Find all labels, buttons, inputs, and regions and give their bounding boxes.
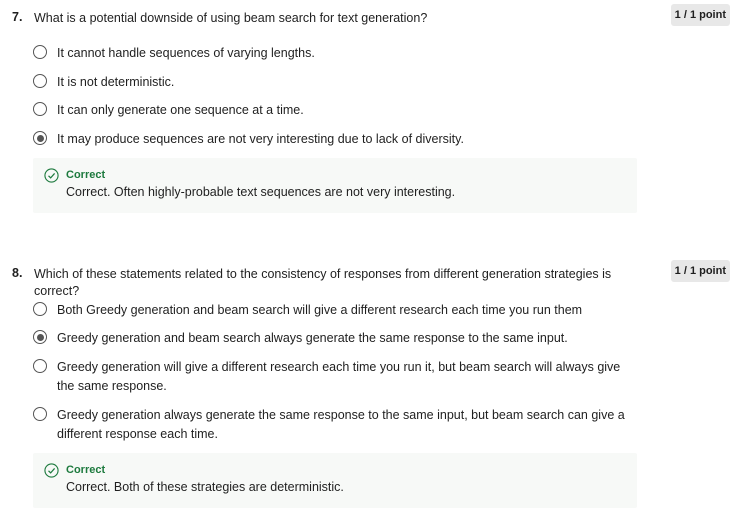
- option-label: Greedy generation will give a different research each time you run it, but beam search will always give the same response.: [57, 360, 621, 393]
- option-label: Greedy generation and beam search always generate the same response to the same input.: [57, 331, 568, 345]
- check-circle-icon: [44, 463, 59, 478]
- feedback-box: [33, 158, 637, 213]
- question-text: Which of these statements related to the consistency of responses from different generation strategies is correct?: [34, 267, 612, 298]
- radio-button[interactable]: [33, 407, 47, 421]
- option-label: It is not deterministic.: [57, 75, 175, 89]
- feedback-text: Correct. Both of these strategies are deterministic.: [66, 480, 344, 494]
- radio-button-selected[interactable]: [33, 330, 47, 344]
- radio-button[interactable]: [33, 74, 47, 88]
- option-label: Greedy generation always generate the same response to the same input, but beam search can give a different response each time.: [57, 408, 625, 441]
- radio-button[interactable]: [33, 45, 47, 59]
- question-number: 7.: [12, 10, 23, 24]
- question-text: What is a potential downside of using beam search for text generation?: [34, 11, 428, 25]
- score-badge: 1 / 1 point: [671, 260, 730, 282]
- feedback-text: Correct. Often highly-probable text sequences are not very interesting.: [66, 185, 456, 199]
- option-label: It cannot handle sequences of varying lengths.: [57, 46, 315, 60]
- option-label: Both Greedy generation and beam search will give a different research each time you run them: [57, 303, 583, 317]
- radio-button[interactable]: [33, 102, 47, 116]
- option-label: It may produce sequences are not very interesting due to lack of diversity.: [57, 132, 464, 146]
- feedback-title: Correct: [66, 169, 106, 181]
- radio-button[interactable]: [33, 359, 47, 373]
- feedback-box: [33, 453, 637, 508]
- radio-button[interactable]: [33, 302, 47, 316]
- radio-button-selected[interactable]: [33, 131, 47, 145]
- option-label: It can only generate one sequence at a time.: [57, 103, 304, 117]
- question-number: 8.: [12, 266, 23, 280]
- feedback-title: Correct: [66, 464, 106, 476]
- check-circle-icon: [44, 168, 59, 183]
- score-badge: 1 / 1 point: [671, 4, 730, 26]
